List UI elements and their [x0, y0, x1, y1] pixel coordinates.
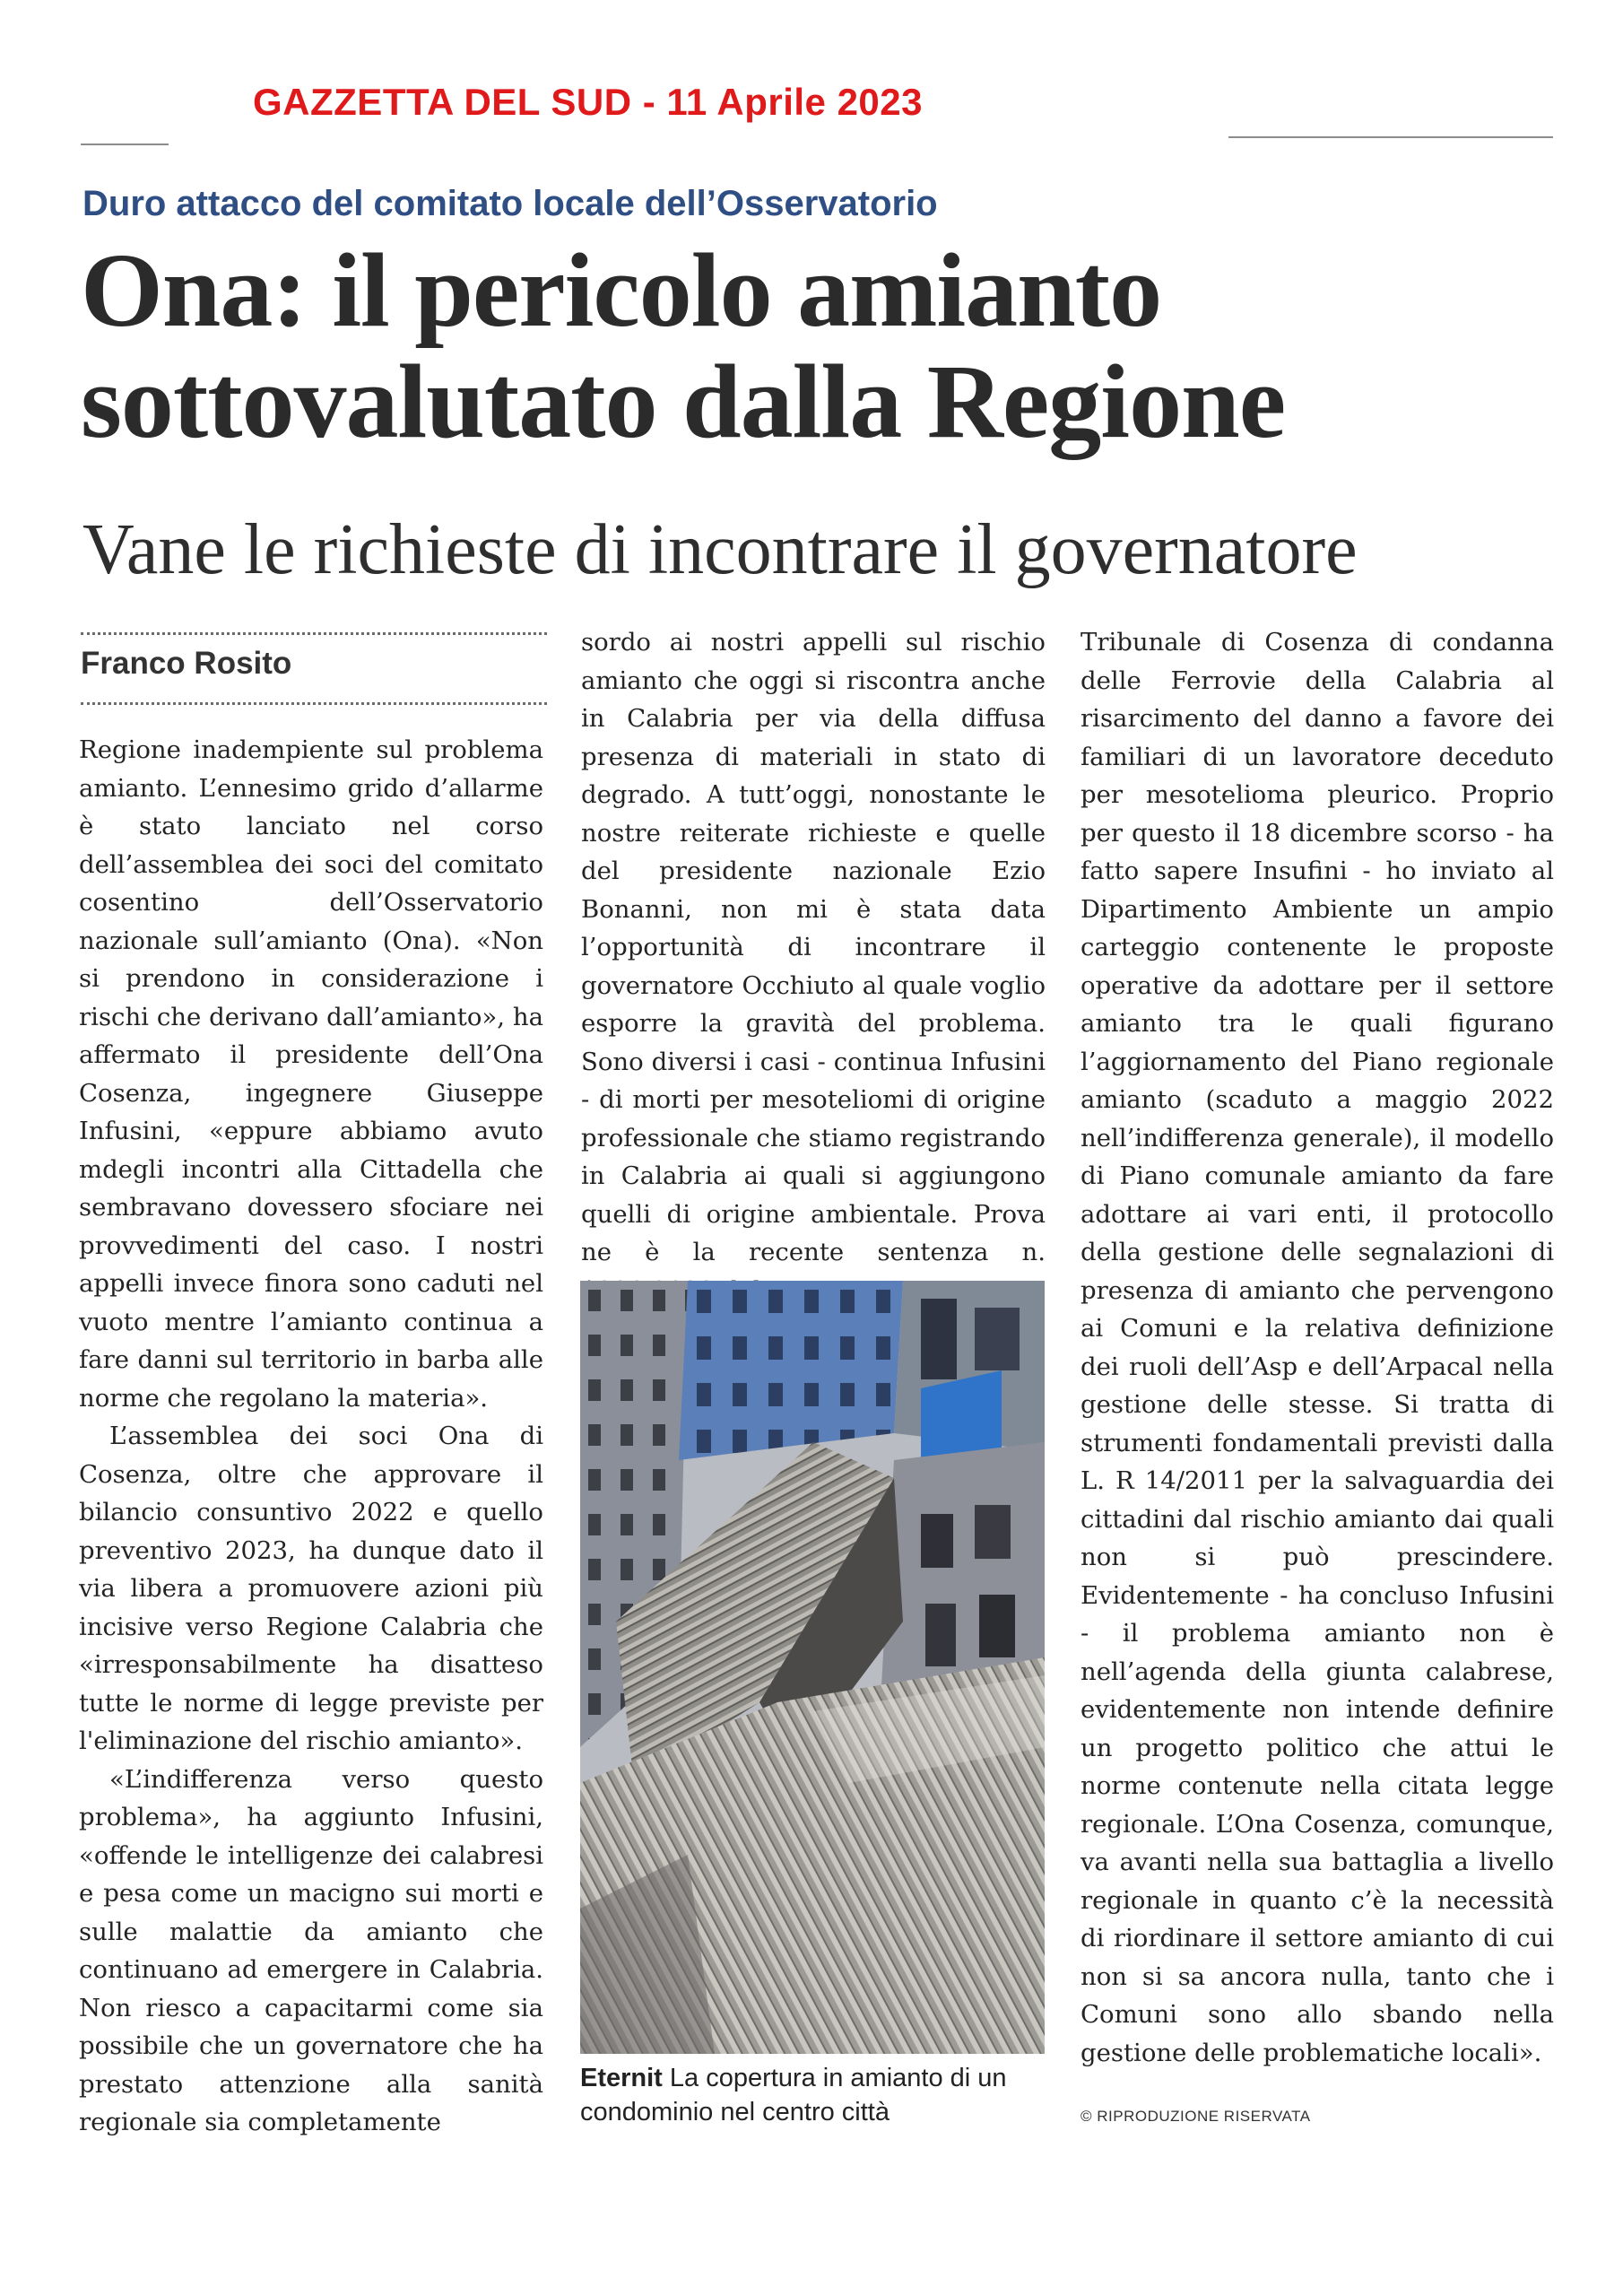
newspaper-masthead: GAZZETTA DEL SUD - 11 Aprile 2023 — [253, 81, 924, 123]
paragraph: L’assemblea dei soci Ona di Cosenza, oltre che approvare il bilancio consuntivo 2022 e quello preventivo 2023, ha dunque dato il via libera a promuovere azioni più incisive verso Regione Calabria che «irresponsabilmente ha disatteso tutte le norme di legge previste per l'eliminazione del rischio amianto». — [79, 1422, 543, 1755]
headline-line-1: Ona: il pericolo amianto — [81, 231, 1162, 349]
article-headline — [81, 231, 1551, 460]
article-column-3 — [1081, 623, 1554, 2072]
article-subheadline: Vane le richieste di incontrare il governatore — [82, 510, 1358, 589]
headline-line-2: sottovalutato dalla Regione — [81, 343, 1286, 460]
photo-caption — [580, 2061, 1064, 2129]
byline-rule-bottom — [81, 702, 547, 705]
caption-text: La copertura in amianto di un condominio nel centro città — [580, 2064, 1007, 2126]
article-column-2 — [581, 623, 1046, 1309]
paragraph: Regione inadempiente sul problema amianto. L’ennesimo grido d’allarme è stato lanciato nel corso dell’assemblea dei soci del comitato cosentino dell’Osservatorio nazionale sull’amianto (Ona). «Non si prendono in considerazione i rischi che derivano dall’amianto», ha affermato il presidente dell’Ona Cosenza, ingegnere Giuseppe Infusini, «eppure abbiamo avuto mdegli incontri alla Cittadella che sembravano dovessero sfociare nei provvedimenti del caso. I nostri appelli invece finora sono caduti nel vuoto mentre l’amianto continua a fare danni sul territorio in barba alle norme che regolano la materia». — [79, 735, 543, 1413]
paragraph: «L’indifferenza verso questo problema», ha aggiunto Infusini, «offende le intelligenze dei calabresi e pesa come un macigno sui morti e sulle malattie da amianto che continuano ad emergere in Calabria. Non riesco a capacitarmi come sia possibile che un governatore che ha prestato attenzione alla sanità regionale sia completamente — [79, 1764, 543, 2136]
article-column-1 — [79, 731, 543, 2142]
paragraph: Tribunale di Cosenza di condanna delle Ferrovie della Calabria al risarcimento del danno a favore dei familiari di un lavoratore deceduto per mesotelioma pleurico. Proprio per questo il 18 dicembre scorso - ha fatto sapere Insufini - ho inviato al Dipartimento Ambiente un ampio carteggio contenente le proposte operative da adottare per il settore amianto tra le quali figurano l’aggiornamento del Piano regionale amianto (scaduto a maggio 2022 nell’indifferenza generale), il modello di Piano comunale amianto da fare adottare ai vari enti, il protocollo della gestione delle segnalazioni di presenza di amianto che pervengono ai Comuni e la relativa definizione dei ruoli dell’Asp e dell’Arpacal nella gestione delle stesse. Si tratta di strumenti fondamentali previsti dalla L. R 14/2011 per la salvaguardia dei cittadini dal rischio amianto dai quali non si può prescindere. Evidentemente - ha concluso Infusini - il problema amianto non è nell’agenda della giunta calabrese, evidentemente non intende definire un progetto politico che attui le norme contenute nella citata legge regionale. L’Ona Cosenza, comunque, va avanti nella sua battaglia a livello regionale in quanto c’è la necessità di riordinare il settore amianto di cui non si sa ancora nulla, tanto che i Comuni sono allo sbando nella gestione delle problematiche locali». — [1081, 628, 1554, 2067]
paragraph: sordo ai nostri appelli sul rischio amianto che oggi si riscontra anche in Calabria per via della diffusa presenza di materiali in stato di degrado. A tutt’oggi, nonostante le nostre reiterate richieste e quelle del presidente nazionale Ezio Bonanni, non mi è stata data l’opportunità di incontrare il governatore Occhiuto al quale voglio esporre la gravità del problema. Sono diversi i casi - continua Infusini - di morti per mesoteliomi di origine professionale che stiamo registrando in Calabria ai quali si aggiungono quelli di origine ambientale. Prova ne è la recente sentenza n. — [581, 628, 1046, 1266]
caption-label: Eternit — [580, 2064, 663, 2092]
byline: Franco Rosito — [81, 646, 292, 681]
copyright-notice: © RIPRODUZIONE RISERVATA — [1081, 2108, 1311, 2125]
asbestos-roof-photo — [580, 1281, 1045, 2054]
header-rule-left — [81, 144, 169, 145]
article-kicker: Duro attacco del comitato locale dell’Osservatorio — [82, 184, 938, 223]
header-rule-right — [1228, 136, 1553, 138]
article-photo — [580, 1281, 1045, 2054]
byline-rule-top — [81, 632, 547, 635]
